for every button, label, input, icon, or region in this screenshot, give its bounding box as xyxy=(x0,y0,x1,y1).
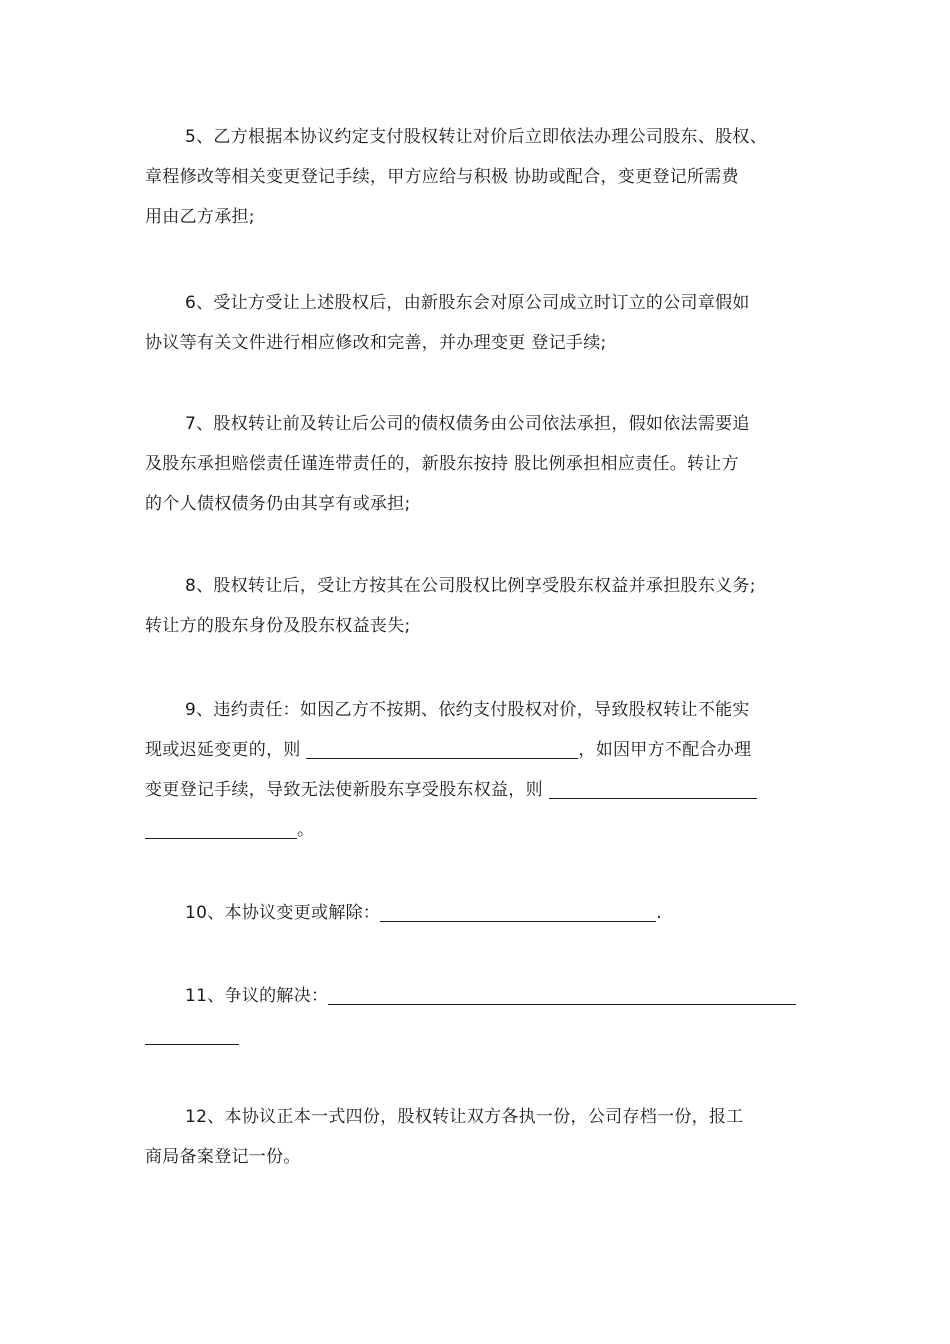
clause-10-tail: . xyxy=(656,903,662,923)
clause-10-line-1 xyxy=(145,893,815,933)
clause-9-line-2 xyxy=(145,730,815,770)
clause-9-line-3 xyxy=(145,770,815,810)
clause-5 xyxy=(145,117,815,237)
clause-12-line-2: 商局备案登记一份。 xyxy=(145,1147,301,1167)
clause-5-line-1: 5、乙方根据本协议约定支付股权转让对价后立即依法办理公司股东、股权、 xyxy=(185,127,768,147)
dispute-blank-cont[interactable] xyxy=(145,1020,239,1045)
clause-11-text: 11、争议的解决： xyxy=(185,986,329,1006)
clause-11-line-1 xyxy=(145,976,815,1016)
clause-11-line-2 xyxy=(145,1016,815,1056)
clause-12-line-1: 12、本协议正本一式四份，股权转让双方各执一份，公司存档一份，报工 xyxy=(185,1107,744,1127)
clause-8-line-1: 8、股权转让后，受让方按其在公司股权比例享受股东权益并承担股东义务; xyxy=(185,576,756,596)
clause-5-line-3: 用由乙方承担; xyxy=(145,207,255,227)
clause-10 xyxy=(145,893,815,933)
clause-7-line-3: 的个人债权债务仍由其享有或承担; xyxy=(145,494,411,514)
penalty-blank-1[interactable] xyxy=(306,734,578,759)
clause-9-line-4 xyxy=(145,810,815,850)
clause-9-line-4-tail: 。 xyxy=(297,820,315,840)
penalty-blank-2[interactable] xyxy=(549,774,757,799)
dispute-blank[interactable] xyxy=(328,980,796,1005)
penalty-blank-2-cont[interactable] xyxy=(145,814,297,839)
clause-9-line-2-tail: ，如因甲方不配合办理 xyxy=(578,740,752,760)
clause-7-line-2: 及股东承担赔偿责任谨连带责任的，新股东按持 股比例承担相应责任。转让方 xyxy=(145,454,739,474)
clause-5-line-2: 章程修改等相关变更登记手续，甲方应给与积极 协助或配合，变更登记所需费 xyxy=(145,167,739,187)
clause-10-text: 10、本协议变更或解除： xyxy=(185,903,381,923)
clause-8 xyxy=(145,566,815,646)
clause-11 xyxy=(145,976,815,1056)
clause-9-line-1: 9、违约责任：如因乙方不按期、依约支付股权对价，导致股权转让不能实 xyxy=(185,700,750,720)
clause-9-line-2-text: 现或迟延变更的，则 xyxy=(145,740,307,760)
amendment-blank[interactable] xyxy=(380,897,656,922)
clause-6-line-1: 6、受让方受让上述股权后，由新股东会对原公司成立时订立的公司章假如 xyxy=(185,293,750,313)
clause-8-line-2: 转让方的股东身份及股东权益丧失; xyxy=(145,616,411,636)
clause-9-line-3-text: 变更登记手续，导致无法使新股东享受股东权益，则 xyxy=(145,780,549,800)
clause-7-line-1: 7、股权转让前及转让后公司的债权债务由公司依法承担，假如依法需要追 xyxy=(185,414,750,434)
clause-7 xyxy=(145,404,815,524)
clause-6 xyxy=(145,283,815,363)
clause-6-line-2: 协议等有关文件进行相应修改和完善，并办理变更 登记手续; xyxy=(145,333,607,353)
clause-12 xyxy=(145,1097,815,1177)
clause-9 xyxy=(145,690,815,850)
